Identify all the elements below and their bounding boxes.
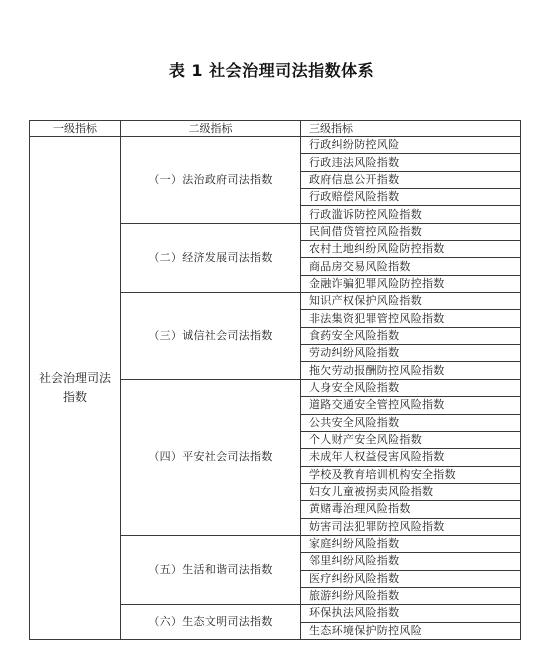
level3-cell: 家庭纠纷风险指数: [301, 535, 521, 552]
level3-cell: 农村土地纠纷风险防控指数: [301, 241, 521, 258]
level3-cell: 学校及教育培训机构安全指数: [301, 466, 521, 483]
level2-cell-5: （五）生活和谐司法指数: [121, 535, 301, 604]
level3-cell: 劳动纠纷风险指数: [301, 345, 521, 362]
level2-cell-6: （六）生态文明司法指数: [121, 605, 301, 640]
level3-cell: 人身安全风险指数: [301, 379, 521, 396]
level3-cell: 个人财产安全风险指数: [301, 431, 521, 448]
column-header-level1: 一级指标: [30, 121, 121, 137]
level2-cell-2: （二）经济发展司法指数: [121, 223, 301, 292]
index-table: [29, 120, 521, 640]
level3-cell: 行政赔偿风险指数: [301, 189, 521, 206]
level3-cell: 道路交通安全管控风险指数: [301, 397, 521, 414]
level1-cell: 社会治理司法指数: [30, 137, 121, 640]
level3-cell: 食药安全风险指数: [301, 327, 521, 344]
level3-cell: 知识产权保护风险指数: [301, 293, 521, 310]
level3-cell: 黄赌毒治理风险指数: [301, 501, 521, 518]
level3-cell: 生态环境保护防控风险: [301, 622, 521, 639]
level3-cell: 商品房交易风险指数: [301, 258, 521, 275]
level3-cell: 妇女儿童被拐卖风险指数: [301, 483, 521, 500]
level3-cell: 金融诈骗犯罪风险防控指数: [301, 275, 521, 292]
table-header-row: [30, 121, 521, 137]
level3-cell: 未成年人权益侵害风险指数: [301, 449, 521, 466]
level3-cell: 环保执法风险指数: [301, 605, 521, 622]
level3-cell: 妨害司法犯罪防控风险指数: [301, 518, 521, 535]
column-header-level3: 三级指标: [301, 121, 521, 137]
level3-cell: 行政滥诉防控风险指数: [301, 206, 521, 223]
level2-cell-1: （一）法治政府司法指数: [121, 137, 301, 224]
table-row: [30, 137, 521, 154]
level3-cell: 行政违法风险指数: [301, 154, 521, 171]
level3-cell: 拖欠劳动报酬防控风险指数: [301, 362, 521, 379]
level3-cell: 行政纠纷防控风险: [301, 137, 521, 154]
level3-cell: 民间借贷管控风险指数: [301, 223, 521, 240]
level3-cell: 公共安全风险指数: [301, 414, 521, 431]
column-header-level2: 二级指标: [121, 121, 301, 137]
level2-cell-4: （四）平安社会司法指数: [121, 379, 301, 535]
level3-cell: 非法集资犯罪管控风险指数: [301, 310, 521, 327]
level3-cell: 政府信息公开指数: [301, 171, 521, 188]
level2-cell-3: （三）诚信社会司法指数: [121, 293, 301, 380]
level3-cell: 旅游纠纷风险指数: [301, 587, 521, 604]
level3-cell: 医疗纠纷风险指数: [301, 570, 521, 587]
page-title: 表 1 社会治理司法指数体系: [168, 61, 375, 80]
level3-cell: 邻里纠纷风险指数: [301, 553, 521, 570]
